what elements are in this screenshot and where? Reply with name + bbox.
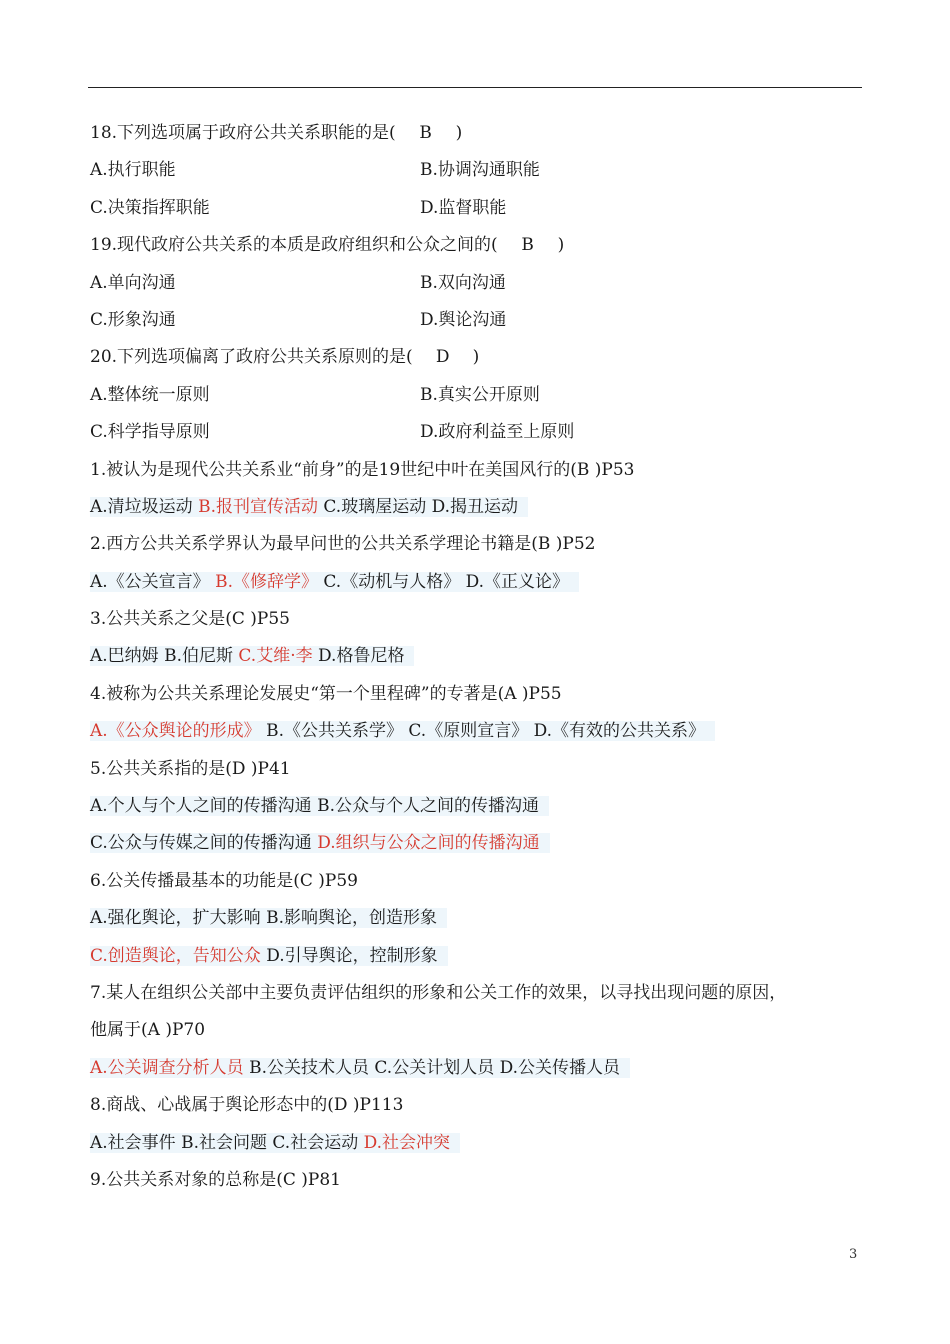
option-line: C.公众与传媒之间的传播沟通 D.组织与公众之间的传播沟通 — [90, 825, 870, 862]
question-stem: 9.公共关系对象的总称是(C )P81 — [90, 1169, 341, 1190]
option-row — [90, 377, 870, 414]
option-row — [90, 265, 870, 302]
question-stem: 4.被称为公共关系理论发展史“第一个里程碑”的专著是(A )P55 — [90, 683, 562, 704]
header-rule — [88, 87, 862, 88]
question-stem: 3.公共关系之父是(C )P55 — [90, 609, 290, 630]
option-line: C.创造舆论，告知公众 D.引导舆论，控制形象 — [90, 938, 870, 975]
question-list — [90, 115, 870, 1199]
correct-answer: A.公关调查分析人员 — [90, 1057, 244, 1078]
question-stem: 1.被认为是现代公共关系业“前身”的是19世纪中叶在美国风行的(B )P53 — [90, 459, 635, 480]
question-stem: 19.现代政府公共关系的本质是政府组织和公众之间的( B ) — [90, 227, 870, 264]
question-stem: 7.某人在组织公关部中主要负责评估组织的形象和公关工作的效果，以寻找出现问题的原因， — [90, 982, 787, 1003]
correct-answer: C.创造舆论，告知公众 — [90, 945, 261, 966]
question-stem: 2.西方公共关系学界认为最早问世的公共关系学理论书籍是(B )P52 — [90, 534, 596, 555]
correct-answer: A.《公众舆论的形成》 — [90, 721, 261, 742]
correct-answer: C.艾维·李 — [238, 646, 313, 667]
question-stem: 20.下列选项偏离了政府公共关系原则的是( D ) — [90, 339, 870, 376]
question-stem: 8.商战、心战属于舆论形态中的(D )P113 — [90, 1095, 404, 1116]
option: C.科学指导原则 — [90, 422, 210, 443]
answer-mark: D — [435, 347, 450, 368]
option: A.执行职能 — [90, 160, 176, 181]
option: C.形象沟通 — [90, 309, 176, 330]
option-line: A.公关调查分析人员 B.公关技术人员 C.公关计划人员 D.公关传播人员 — [90, 1050, 870, 1087]
correct-answer: B.报刊宣传活动 — [198, 496, 318, 517]
option: B.真实公开原则 — [420, 384, 540, 405]
option: D.舆论沟通 — [420, 309, 507, 330]
option: C.决策指挥职能 — [90, 197, 210, 218]
option: D.监督职能 — [420, 197, 507, 218]
page-number: 3 — [849, 1247, 858, 1262]
option-row — [90, 152, 870, 189]
option: B.双向沟通 — [420, 272, 506, 293]
option-line: A.社会事件 B.社会问题 C.社会运动 D.社会冲突 — [90, 1125, 870, 1162]
option-line: A.《公关宣言》 B.《修辞学》 C.《动机与人格》 D.《正义论》 — [90, 564, 870, 601]
option: A.单向沟通 — [90, 272, 176, 293]
option-line: A.个人与个人之间的传播沟通 B.公众与个人之间的传播沟通 — [90, 788, 870, 825]
option-row — [90, 302, 870, 339]
question-stem-continued: 他属于(A )P70 — [90, 1020, 206, 1041]
correct-answer: D.社会冲突 — [363, 1132, 451, 1153]
option-line: A.强化舆论，扩大影响 B.影响舆论，创造形象 — [90, 900, 870, 937]
option-row — [90, 190, 870, 227]
option-row — [90, 414, 870, 451]
option-line: A.《公众舆论的形成》 B.《公共关系学》 C.《原则宣言》 D.《有效的公共关系》 — [90, 713, 870, 750]
option: A.整体统一原则 — [90, 384, 210, 405]
option-line: A.清垃圾运动 B.报刊宣传活动 C.玻璃屋运动 D.揭丑运动 — [90, 489, 870, 526]
question-stem: 18.下列选项属于政府公共关系职能的是( B ) — [90, 115, 870, 152]
correct-answer: B.《修辞学》 — [215, 571, 318, 592]
option-line: A.巴纳姆 B.伯尼斯 C.艾维·李 D.格鲁尼格 — [90, 638, 870, 675]
question-stem: 6.公关传播最基本的功能是(C )P59 — [90, 870, 358, 891]
answer-mark: B — [521, 235, 534, 256]
option: B.协调沟通职能 — [420, 160, 540, 181]
answer-mark: B — [419, 123, 432, 143]
option: D.政府利益至上原则 — [420, 422, 575, 443]
correct-answer: D.组织与公众之间的传播沟通 — [317, 833, 540, 854]
question-stem: 5.公共关系指的是(D )P41 — [90, 758, 291, 779]
